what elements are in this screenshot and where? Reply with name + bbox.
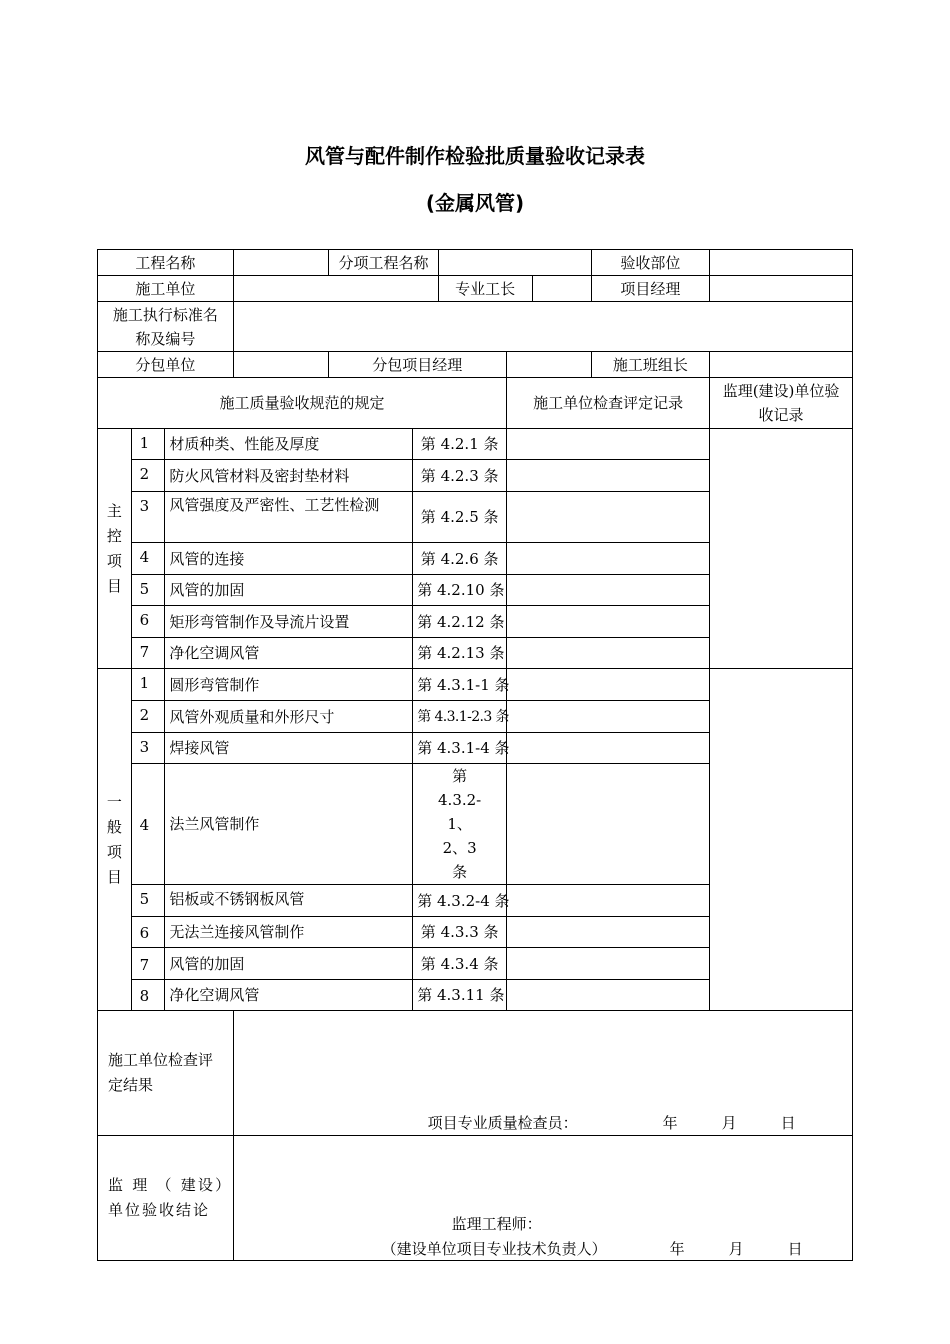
item-clause: 第 4.2.12 条 <box>413 606 507 638</box>
unit-check-cell[interactable] <box>507 492 710 543</box>
item-name: 铝板或不锈钢板风管 <box>165 885 413 917</box>
main-control-supervision-cell[interactable] <box>710 429 853 669</box>
unit-check-cell[interactable] <box>507 669 710 701</box>
document-title: 风管与配件制作检验批质量验收记录表 <box>305 144 645 168</box>
main-control-label: 主 控 项 目 <box>98 429 132 669</box>
construction-unit-label: 施工单位 <box>98 276 234 302</box>
item-name: 净化空调风管 <box>165 980 413 1011</box>
item-name: 风管的连接 <box>165 543 413 575</box>
item-number: 5 <box>131 575 165 606</box>
item-number: 2 <box>131 460 165 492</box>
foreman-label: 专业工长 <box>438 276 532 302</box>
item-name: 风管的加固 <box>165 575 413 606</box>
item-number: 3 <box>131 733 165 764</box>
sub-project-name-label: 分项工程名称 <box>328 250 438 276</box>
item-name: 法兰风管制作 <box>165 764 413 885</box>
unit-check-cell[interactable] <box>507 733 710 764</box>
item-clause: 第 4.3.1-4 条 <box>413 733 507 764</box>
project-manager-label: 项目经理 <box>591 276 709 302</box>
item-clause: 第 4.2.6 条 <box>413 543 507 575</box>
unit-check-cell[interactable] <box>507 701 710 733</box>
team-leader-label: 施工班组长 <box>591 352 709 378</box>
sub-project-manager-value[interactable] <box>507 352 592 378</box>
unit-result-label: 施工单位检查评定结果 <box>98 1011 234 1136</box>
item-clause: 第 4.3.1-2.3 条 <box>413 701 507 733</box>
item-clause: 第 4.3.1-1 条 <box>413 669 507 701</box>
unit-check-cell[interactable] <box>507 948 710 980</box>
supervision-record-column-header: 监理(建设)单位验收记录 <box>710 378 853 429</box>
item-clause: 第 4.2.10 条 <box>413 575 507 606</box>
item-name: 材质种类、性能及厚度 <box>165 429 413 460</box>
subcontractor-value[interactable] <box>233 352 328 378</box>
item-number: 7 <box>131 638 165 669</box>
unit-result-cell[interactable] <box>233 1011 852 1136</box>
unit-check-cell[interactable] <box>507 638 710 669</box>
item-name: 圆形弯管制作 <box>165 669 413 701</box>
item-clause: 第 4.3.4 条 <box>413 948 507 980</box>
unit-check-cell[interactable] <box>507 429 710 460</box>
item-number: 8 <box>131 980 165 1011</box>
item-name: 风管外观质量和外形尺寸 <box>165 701 413 733</box>
spec-column-header: 施工质量验收规范的规定 <box>98 378 507 429</box>
unit-year-label: 年 <box>662 1114 678 1132</box>
standard-value[interactable] <box>233 302 852 352</box>
unit-check-cell[interactable] <box>507 980 710 1011</box>
foreman-value[interactable] <box>532 276 591 302</box>
standard-label: 施工执行标准名称及编号 <box>98 302 234 352</box>
supervision-month-label: 月 <box>728 1240 744 1258</box>
project-name-value[interactable] <box>233 250 328 276</box>
item-clause: 第 4.3.3 条 <box>413 917 507 948</box>
item-clause: 第 4.3.2-1、2、3 条 <box>413 764 507 885</box>
supervision-engineer-label: 监理工程师： <box>451 1215 542 1233</box>
supervision-day-label: 日 <box>787 1240 803 1258</box>
item-number: 4 <box>131 543 165 575</box>
unit-check-cell[interactable] <box>507 460 710 492</box>
general-items-label: 一 般 项 目 <box>98 669 132 1011</box>
item-clause: 第 4.3.11 条 <box>413 980 507 1011</box>
item-number: 7 <box>131 948 165 980</box>
owner-responsible-label: （建设单位项目专业技术负责人） <box>381 1240 607 1258</box>
item-number: 6 <box>131 606 165 638</box>
unit-day-label: 日 <box>780 1114 796 1132</box>
item-name: 矩形弯管制作及导流片设置 <box>165 606 413 638</box>
unit-check-cell[interactable] <box>507 543 710 575</box>
general-supervision-cell[interactable] <box>710 669 853 1011</box>
item-name: 焊接风管 <box>165 733 413 764</box>
construction-unit-value[interactable] <box>233 276 438 302</box>
item-name: 净化空调风管 <box>165 638 413 669</box>
item-clause: 第 4.2.1 条 <box>413 429 507 460</box>
item-number: 5 <box>131 885 165 917</box>
item-number: 4 <box>131 764 165 885</box>
project-name-label: 工程名称 <box>98 250 234 276</box>
item-name: 风管强度及严密性、工艺性检测 <box>165 492 413 543</box>
quality-inspector-label: 项目专业质量检查员： <box>427 1114 578 1132</box>
item-number: 2 <box>131 701 165 733</box>
item-number: 6 <box>131 917 165 948</box>
item-clause: 第 4.2.3 条 <box>413 460 507 492</box>
item-name: 风管的加固 <box>165 948 413 980</box>
acceptance-part-label: 验收部位 <box>591 250 709 276</box>
project-manager-value[interactable] <box>710 276 853 302</box>
item-name: 无法兰连接风管制作 <box>165 917 413 948</box>
sub-project-manager-label: 分包项目经理 <box>328 352 507 378</box>
supervision-year-label: 年 <box>669 1240 685 1258</box>
unit-check-cell[interactable] <box>507 575 710 606</box>
item-number: 1 <box>131 429 165 460</box>
sub-project-name-value[interactable] <box>438 250 591 276</box>
item-clause: 第 4.2.5 条 <box>413 492 507 543</box>
acceptance-part-value[interactable] <box>710 250 853 276</box>
unit-check-cell[interactable] <box>507 885 710 917</box>
item-clause: 第 4.3.2-4 条 <box>413 885 507 917</box>
unit-check-cell[interactable] <box>507 606 710 638</box>
supervision-result-cell[interactable] <box>233 1136 852 1261</box>
unit-check-cell[interactable] <box>507 917 710 948</box>
subcontractor-label: 分包单位 <box>98 352 234 378</box>
unit-record-column-header: 施工单位检查评定记录 <box>507 378 710 429</box>
supervision-result-label: 监 理 （ 建设）单位验收结论 <box>98 1136 234 1261</box>
item-number: 3 <box>131 492 165 543</box>
item-clause: 第 4.2.13 条 <box>413 638 507 669</box>
unit-month-label: 月 <box>721 1114 737 1132</box>
document-subtitle: (金属风管) <box>425 191 525 215</box>
item-number: 1 <box>131 669 165 701</box>
unit-check-cell[interactable] <box>507 764 710 885</box>
item-name: 防火风管材料及密封垫材料 <box>165 460 413 492</box>
acceptance-record-table <box>97 249 853 1261</box>
team-leader-value[interactable] <box>710 352 853 378</box>
